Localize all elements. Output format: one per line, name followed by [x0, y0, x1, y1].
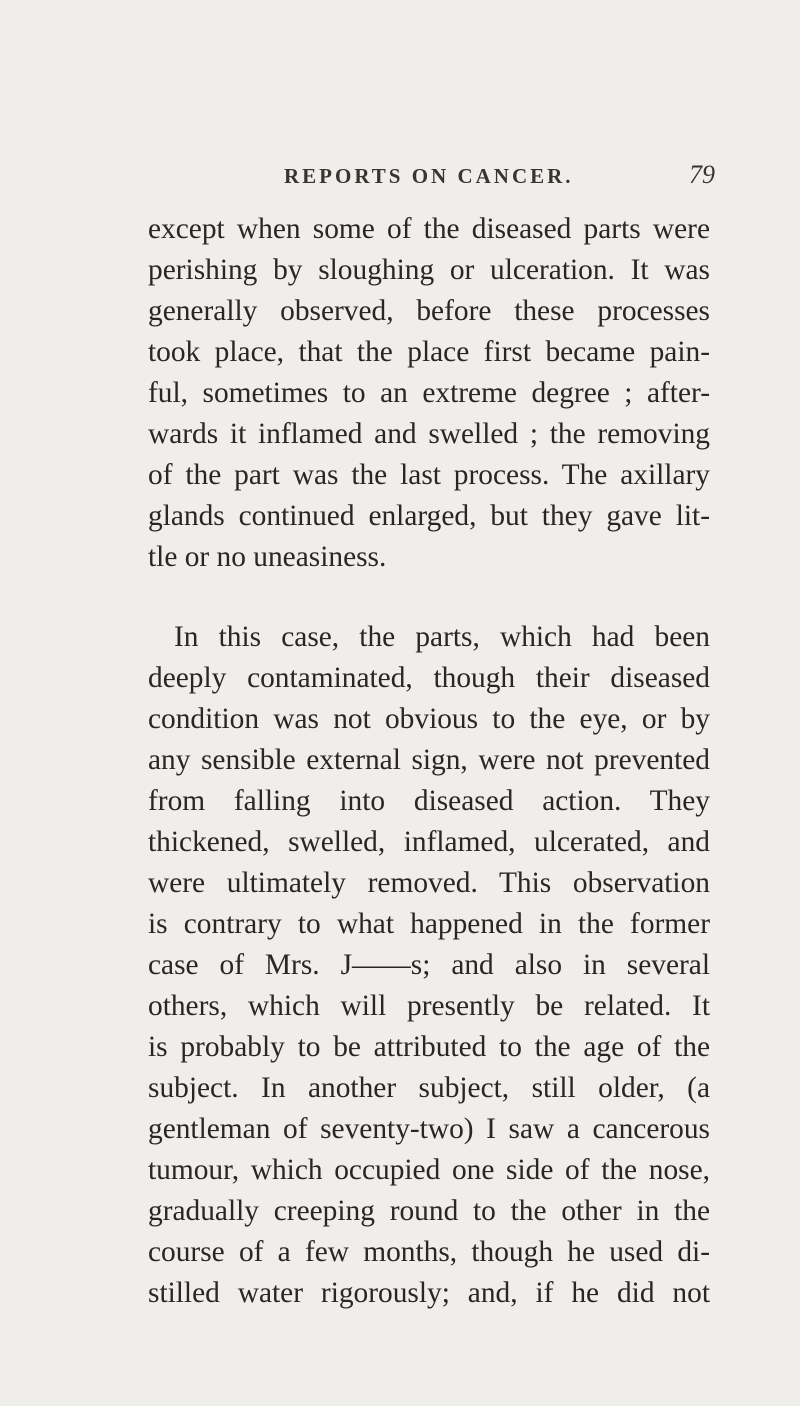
text-line: except when some of the diseased parts were: [148, 213, 710, 245]
text-line: wards it inflamed and swelled ; the removing: [148, 418, 710, 450]
text-line: gentleman of seventy-two) I saw a cancerous: [148, 1113, 710, 1145]
text-line: from falling into diseased action. They: [148, 785, 710, 817]
text-line: generally observed, before these processes: [148, 295, 710, 327]
text-line: any sensible external sign, were not prevented: [148, 744, 710, 776]
text-line: thickened, swelled, inflamed, ulcerated, and: [148, 826, 710, 858]
text-line: In this case, the parts, which had been: [174, 621, 710, 653]
text-line: ful, sometimes to an extreme degree ; after-: [148, 377, 710, 409]
text-line: stilled water rigorously; and, if he did not: [148, 1277, 710, 1309]
text-line: glands continued enlarged, but they gave lit-: [148, 500, 710, 532]
text-line: is contrary to what happened in the former: [148, 908, 710, 940]
text-line: deeply contaminated, though their diseased: [148, 662, 710, 694]
text-line: is probably to be attributed to the age of the: [148, 1031, 710, 1063]
running-title: REPORTS ON CANCER.: [284, 164, 574, 188]
text-line: were ultimately removed. This observation: [148, 867, 710, 899]
running-head: [0, 160, 800, 196]
page-number: 79: [689, 160, 715, 189]
text-line: others, which will presently be related. It: [148, 990, 710, 1022]
text-line: tumour, which occupied one side of the nose,: [148, 1154, 710, 1186]
text-line: took place, that the place first became pain-: [148, 336, 710, 368]
text-line: case of Mrs. J——s; and also in several: [148, 949, 710, 981]
text-line: subject. In another subject, still older, (a: [148, 1072, 710, 1104]
text-line: of the part was the last process. The axillary: [148, 459, 710, 491]
text-line: gradually creeping round to the other in the: [148, 1195, 710, 1227]
text-line: perishing by sloughing or ulceration. It was: [148, 254, 710, 286]
text-line: course of a few months, though he used di-: [148, 1236, 710, 1268]
text-line: condition was not obvious to the eye, or by: [148, 703, 710, 735]
text-line: tle or no uneasiness.: [148, 541, 387, 573]
